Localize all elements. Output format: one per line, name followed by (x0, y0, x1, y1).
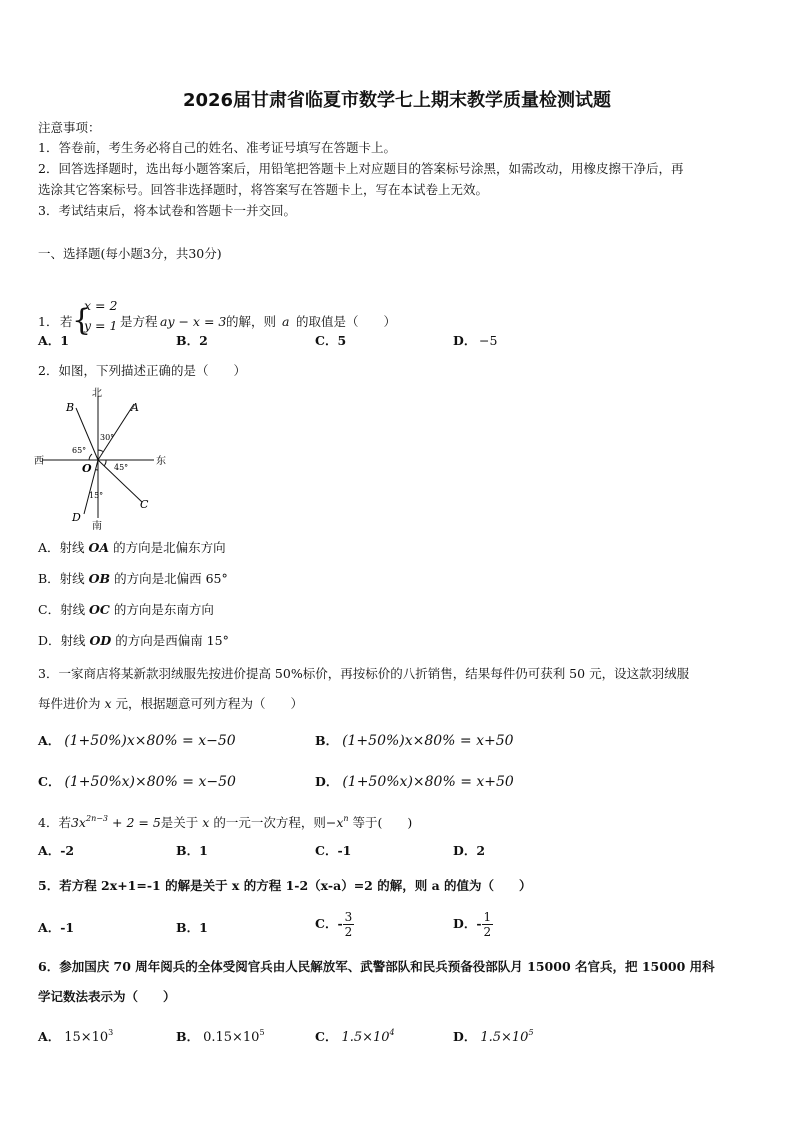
page-title: 2026届甘肃省临夏市数学七上期末教学质量检测试题 (182, 90, 612, 111)
label-angle-65: 65° (72, 446, 87, 455)
angle-arc-65 (89, 454, 92, 460)
q2-option-a: A．射线 OA 的方向是北偏东方向 (38, 540, 226, 555)
q4-option-c: C．-1 (315, 843, 352, 858)
q1-tail: 的取值是（ ） (296, 314, 397, 329)
notice-item-1: 1．答卷前，考生务必将自己的姓名、准考证号填写在答题卡上。 (38, 140, 396, 155)
q3-option-c: C． (1+50%x)×80% = x−50 (38, 774, 236, 790)
q3-option-a: A． (1+50%)x×80% = x−50 (38, 733, 236, 749)
q3-option-d: D． (1+50%x)×80% = x+50 (315, 774, 514, 790)
notice-heading: 注意事项： (38, 120, 101, 135)
q4-option-d: D．2 (453, 843, 486, 858)
q1-equation: ay − x = 3 (160, 314, 227, 329)
q4-option-a: A．-2 (38, 843, 75, 858)
q3-text-line2: 每件进价为 x 元，根据题意可列方程为（ ） (38, 696, 304, 711)
q4-text: 4．若$3x^{2n-3} + 2 = 5$是关于 x 的一元一次方程，则$-x^n$ 等于( ) (38, 814, 413, 830)
label-a: A (131, 401, 139, 414)
q1-mid: 是方程 (120, 314, 158, 329)
ray-oa (98, 404, 134, 460)
q6-text-line1: 6．参加国庆 70 周年阅兵的全体受阅官兵由人民解放军、武警部队和民兵预备役部队月 15000 名官兵，把 15000 用科 (38, 959, 715, 974)
label-north: 北 (92, 388, 102, 399)
label-west: 西 (34, 456, 44, 467)
label-angle-15: 15° (89, 491, 104, 500)
q5-option-d: D．- $\frac{1}{2}$ (453, 910, 492, 939)
label-angle-45: 45° (114, 463, 129, 472)
angle-arc-15 (96, 470, 99, 471)
q6-option-d: D． $1.5\times 10^5$ (453, 1028, 534, 1045)
label-angle-30: 30° (100, 433, 115, 442)
q1-var: a (282, 314, 290, 329)
notice-item-2: 2．回答选择题时，选出每小题答案后，用铅笔把答题卡上对应题目的答案标号涂黑，如需改动，用橡皮擦干净后，再 (38, 161, 684, 176)
q1-system-eq2: y = 1 (84, 318, 118, 333)
angle-arc-30 (98, 450, 103, 452)
q1-option-d: D． (453, 333, 477, 348)
q1-option-a: A．1 (38, 333, 69, 348)
q5-option-c: C．- $\frac{3}{2}$ (315, 910, 353, 939)
q1-pre: 若 (60, 314, 73, 329)
q2-text: 2．如图，下列描述正确的是（ ） (38, 363, 246, 378)
q5-option-a: A．-1 (38, 920, 75, 935)
angle-arc-45 (104, 460, 106, 466)
label-b: B (66, 401, 75, 414)
q1-number: 1． (38, 314, 59, 329)
q6-text-line2: 学记数法表示为（ ） (38, 989, 176, 1004)
section-heading: 一、选择题(每小题3分，共30分) (38, 246, 222, 261)
q6-option-c: C． $1.5\times 10^4$ (315, 1028, 395, 1045)
q1-post: 的解，则 (226, 314, 277, 329)
notice-item-3: 3．考试结束后，将本试卷和答题卡一并交回。 (38, 203, 296, 218)
q2-option-d: D．射线 OD 的方向是西偏南 15° (38, 633, 229, 648)
label-o: O (82, 462, 92, 475)
label-east: 东 (156, 456, 166, 467)
q2-option-c: C．射线 OC 的方向是东南方向 (38, 602, 214, 617)
label-c: C (140, 498, 149, 511)
system-brace: { (72, 303, 92, 338)
notice-item-2-cont: 选涂其它答案标号。回答非选择题时，将答案写在答题卡上，写在本试卷上无效。 (38, 182, 489, 197)
label-south: 南 (92, 521, 102, 532)
label-d: D (72, 511, 81, 524)
q2-option-b: B．射线 OB 的方向是北偏西 65° (38, 571, 228, 586)
q5-option-b: B．1 (176, 920, 208, 935)
q1-option-c: C．5 (315, 333, 347, 348)
q6-option-a: A． $15\times 10^3$ (38, 1028, 114, 1045)
q5-text: 5．若方程 2x+1=-1 的解是关于 x 的方程 1-2（x-a）=2 的解，则 a 的值为（ ） (38, 878, 532, 893)
q3-option-b: B． (1+50%)x×80% = x+50 (315, 733, 514, 749)
q3-text-line1: 3．一家商店将某新款羽绒服先按进价提高 50%标价，再按标价的八折销售，结果每件仍可获利 50 元，设这款羽绒服 (38, 666, 690, 681)
compass-figure (34, 384, 174, 532)
q1-system-eq1: x = 2 (84, 298, 118, 313)
q6-option-b: B． $0.15\times 10^5$ (176, 1028, 265, 1045)
q1-option-b: B．2 (176, 333, 208, 348)
q4-option-b: B．1 (176, 843, 208, 858)
q1-option-d-value: −5 (479, 333, 498, 348)
